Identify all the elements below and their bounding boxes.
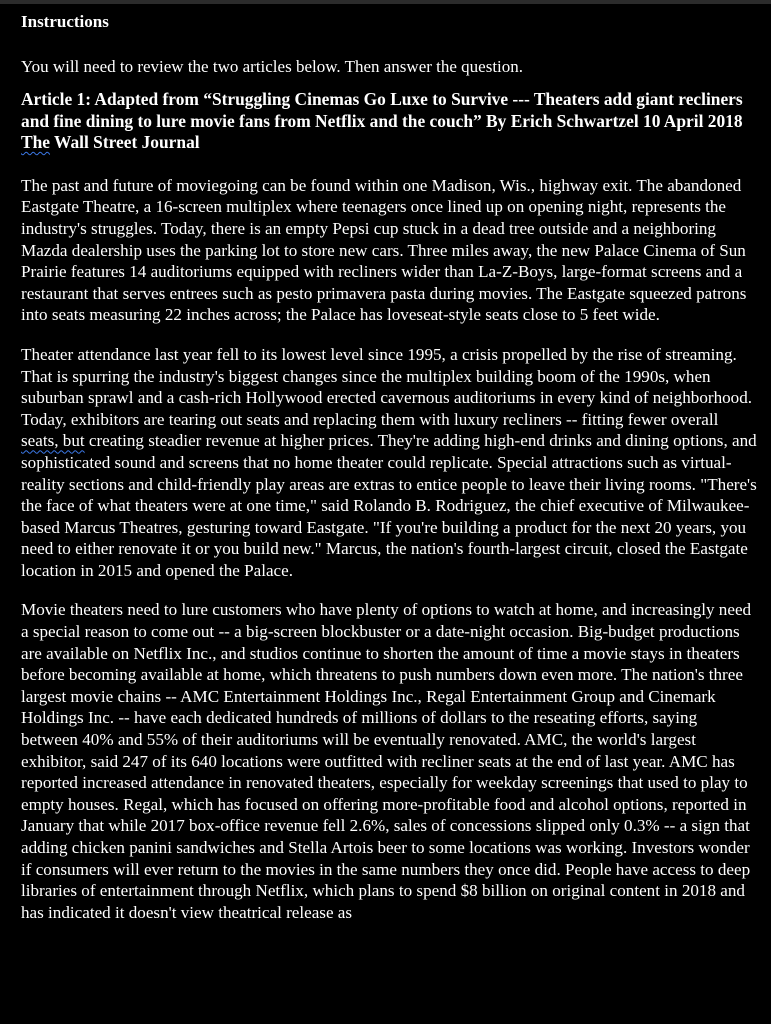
article-paragraph-1: The past and future of moviegoing can be found within one Madison, Wis., highway exit. The abandoned Eastgate Theatre, a 16-screen multiplex where teenagers once lined up on opening night, represents the industry's struggles. Today, there is an empty Pepsi cup stuck in a dead tree outside and a neighboring Mazda dealership uses the parking lot to store new cars. Three miles away, the new Palace Cinema of Sun Prairie features 14 auditoriums equipped with recliners wider than La-Z-Boys, large-format screens and a restaurant that serves entrees such as pesto primavera pasta during movies. The Eastgate squeezed patrons into seats measuring 22 inches across; the Palace has loveseat-style seats close to 5 feet wide.: [21, 175, 747, 325]
instructions-text: You will need to review the two articles below. Then answer the question.: [21, 57, 524, 76]
document-page: [21, 10, 757, 941]
article-paragraph-3: Movie theaters need to lure customers who have plenty of options to watch at home, and increasingly need a special reason to come out -- a big-screen blockbuster or a date-night occasion. Big-budget productions are available on Netflix Inc., and studios continue to shorten the amount of time a movie stays in theaters before becoming available at home, which threatens to push numbers down even more. The nation's three largest movie chains -- AMC Entertainment Holdings Inc., Regal Entertainment Group and Cinemark Holdings Inc. -- have each dedicated hundreds of millions of dollars to the reseating efforts, saying between 40% and 55% of their auditoriums will be eventually renovated. AMC, the world's largest exhibitor, said 247 of its 640 locations were outfitted with recliner seats at the end of last year. AMC has reported increased attendance in renovated theaters, especially for weekday screenings that used to play to empty houses. Regal, which has focused on offering more-profitable food and alcohol options, reported in January that while 2017 box-office revenue fell 2.6%, sales of concessions slipped only 0.3% -- a sign that adding chicken panini sandwiches and Stella Artois beer to some locations was working. Investors wonder if consumers will ever return to the movies in the same numbers they once did. People have access to deep libraries of entertainment through Netflix, which plans to spend $8 billion on original content in 2018 and has indicated it doesn't view theatrical release as: [21, 600, 752, 922]
article-title-main: Article 1: Adapted from “Struggling Cinemas Go Luxe to Survive --- Theaters add giant recliners and fine dining to lure movie fans from Netflix and the couch” By Erich Schwartzel 10 April 2018: [21, 89, 743, 131]
article-title-publisher-rest: Wall Street Journal: [50, 132, 200, 153]
article-title-publisher-the: The: [21, 132, 50, 153]
article-paragraph-2-start: Theater attendance last year fell to its lowest level since 1995, a crisis propelled by the rise of streaming. That is spurring the industry's biggest changes since the multiplex building boom of the 1990s, when suburban sprawl and a cash-rich Hollywood erected cavernous auditoriums in every kind of neighborhood. Today, exhibitors are tearing out seats and replacing them with luxury recliners -- fitting fewer overall: [21, 344, 753, 429]
article-title: [21, 89, 757, 154]
article-paragraph-2: [21, 344, 757, 582]
spellcheck-flagged-text: seats, but: [21, 431, 85, 451]
article-paragraph-2-end: creating steadier revenue at higher prices. They're adding high-end drinks and dining options, and sophisticated sound and screens that no home theater could replicate. Special attractions such as virtual-reality sections and child-friendly play areas are extras to entice people to leave their living rooms. "There's the face of what theaters were at one time," said Rolando B. Rodriguez, the chief executive of Milwaukee-based Marcus Theatres, gesturing toward Eastgate. "If you're building a product for the next 20 years, you need to either renovate it or you build new." Marcus, the nation's fourth-largest circuit, closed the Eastgate location in 2015 and opened the Palace.: [21, 431, 757, 580]
top-divider: [0, 0, 771, 4]
instructions-heading: Instructions: [21, 12, 109, 31]
